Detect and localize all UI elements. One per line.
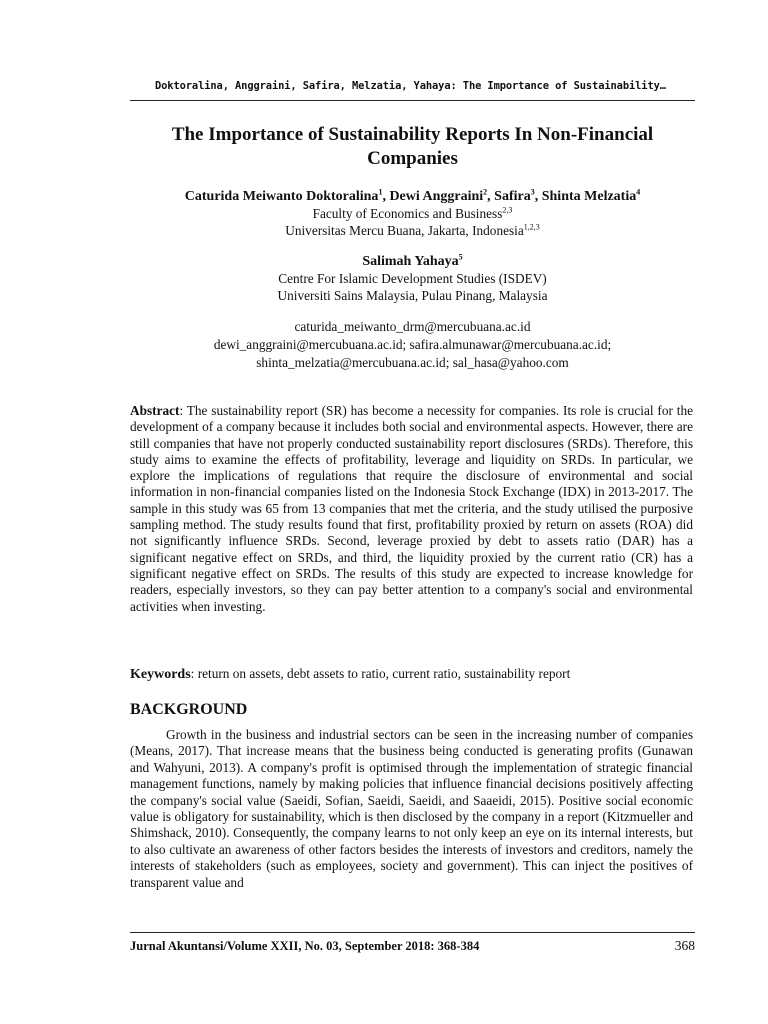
section-heading: BACKGROUND [130,701,248,718]
affiliation-mark: 1,2,3 [523,222,540,232]
page-number: 368 [674,938,695,953]
affiliation-isdev: Centre For Islamic Development Studies (ISDEV) [278,271,547,286]
running-head: Doktoralina, Anggraini, Safira, Melzatia, Yahaya: The Importance of Sustainability… [155,80,666,92]
author-name: Shinta Melzatia [541,189,637,204]
author-list [130,188,695,206]
abstract-label: Abstract [130,403,180,418]
author-affiliation-mark: 5 [458,252,463,262]
author-name: Caturida Meiwanto Doktoralina [184,189,379,204]
author-affiliation-mark: 4 [636,187,641,197]
footer-rule [130,932,695,933]
email-line-1: caturida_meiwanto_drm@mercubuana.ac.id [294,319,531,334]
affiliation-usm: Universiti Sains Malaysia, Pulau Pinang, Malaysia [277,288,548,303]
keywords-label: Keywords [130,667,191,682]
affiliation-text: Universitas Mercu Buana, Jakarta, Indonesia [285,223,524,238]
author-name-5 [130,253,695,271]
author-affiliation-mark: 2 [483,187,488,197]
author-affiliation-mark: 3 [530,187,535,197]
title-line-2: Companies [367,148,458,169]
affiliation-faculty [130,205,695,222]
affiliation-mark: 2,3 [502,205,513,215]
author-name: Safira [494,189,531,204]
author-affiliation-mark: 1 [378,187,383,197]
header-rule [130,100,695,101]
keywords [130,665,695,683]
affiliation-text: Faculty of Economics and Business [312,206,503,221]
author-name: Dewi Anggraini [389,189,484,204]
background-paragraph: Growth in the business and industrial sectors can be seen in the increasing number of companies (Means, 2017). That increase means that the business being conducted is generating profits (Gunawan and Wahyuni, 2013). A company's profit is optimised through the implementation of strategic financial management functions, namely by making policies that influence financial decisions positively affecting the company's social value (Saeidi, Sofian, Saeidi, Saeidi, and Saaeidi, 2015). Positive social economic value is obligatory for sustainability, which is then disclosed by the company in a report (Kitzmueller and Shimshack, 2010). Consequently, the company learns to not only keep an eye on its internal interests, but to also cultivate an awareness of other factors besides the interests of investors and creditors, namely the interests of stakeholders (such as employees, society and government). This can inject the positives of transparent value and [130,727,693,890]
email-line-3: shinta_melzatia@mercubuana.ac.id; sal_hasa@yahoo.com [256,355,569,370]
author-separator: , [487,189,495,204]
author-separator: , [382,189,390,204]
author-separator: , [534,189,542,204]
author-name: Salimah Yahaya [362,254,459,269]
email-line-2: dewi_anggraini@mercubuana.ac.id; safira.almunawar@mercubuana.ac.id; [213,337,612,352]
affiliation-university [130,222,695,239]
abstract [130,403,693,615]
abstract-text: : The sustainability report (SR) has become a necessity for companies. Its role is crucial for the development of a company because it includes both social and environmental aspects. However, there are still companies that have not properly conducted sustainability report disclosures (SRDs). Therefore, this study aims to examine the effects of profitability, leverage and liquidity on SRDs. In particular, we explore the implications of regulations that require the disclosure of environmental and social information in non-financial companies listed on the Indonesia Stock Exchange (IDX) in 2013-2017. The sample in this study was 65 from 13 companies that met the criteria, and the study utilised the purposive sampling method. The study results found that first, profitability proxied by return on assets (ROA) did not significantly influence SRDs. Second, leverage proxied by debt to assets ratio (DAR) has a significant negative effect on SRDs, and third, the liquidity proxied by the current ratio (CR) has a significant negative effect on SRDs. The results of this study are expected to increase knowledge for readers, especially investors, so they can pay better attention to a company's social and environmental activities when investing. [130,403,693,614]
keywords-text: : return on assets, debt assets to ratio, current ratio, sustainability report [190,666,571,681]
journal-citation: Jurnal Akuntansi/Volume XXII, No. 03, September 2018: 368-384 [130,939,480,953]
title-line-1: The Importance of Sustainability Reports In Non-Financial [171,124,654,145]
paper-title [130,123,695,171]
